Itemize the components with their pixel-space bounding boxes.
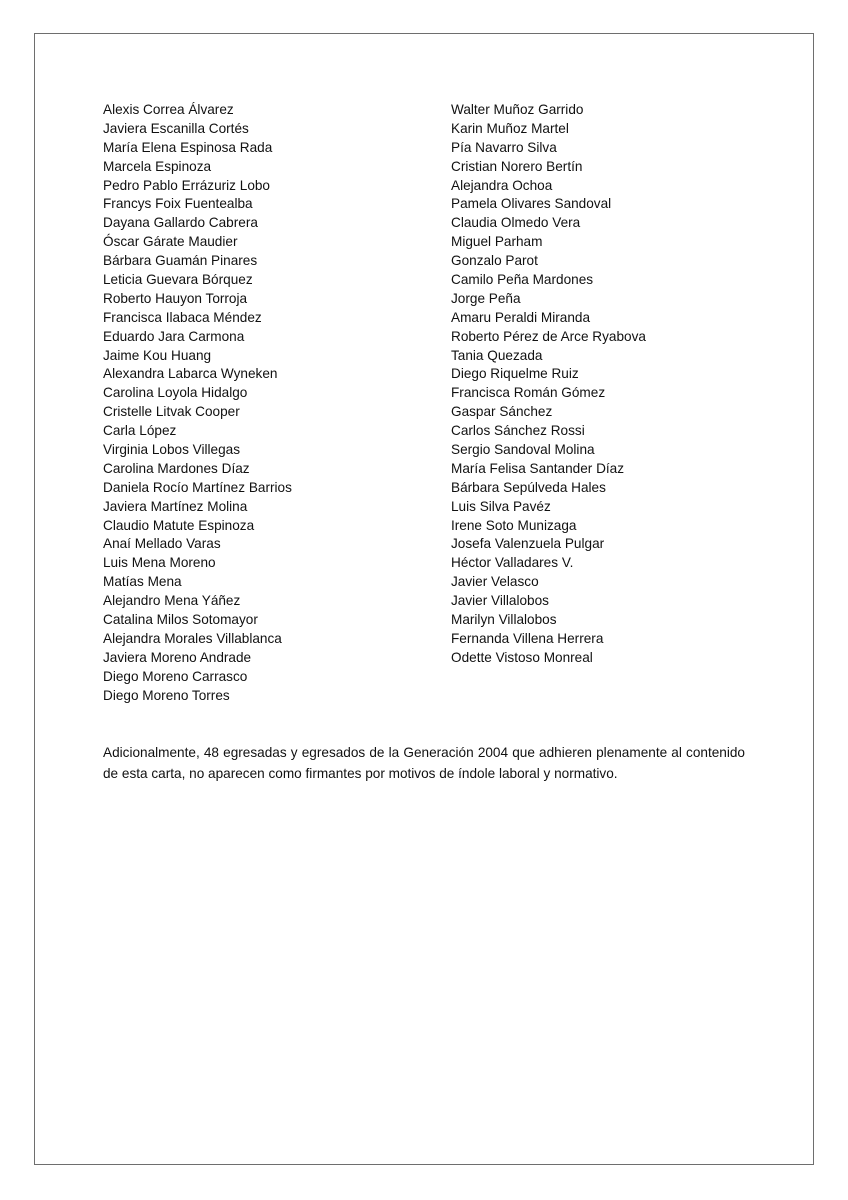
signatory-name: Héctor Valladares V. <box>451 555 574 571</box>
signatory-name: Javier Velasco <box>451 574 539 590</box>
signatory-name: Luis Mena Moreno <box>103 555 216 571</box>
signatory-name: Cristelle Litvak Cooper <box>103 404 240 420</box>
signatories-right-column <box>451 101 646 668</box>
signatory-name: Roberto Pérez de Arce Ryabova <box>451 328 646 344</box>
signatory-name: Virginia Lobos Villegas <box>103 442 241 458</box>
signatory-name: Francisca Ilabaca Méndez <box>103 309 262 325</box>
signatory-name: Carla López <box>103 423 177 439</box>
signatory-name: Diego Moreno Torres <box>103 687 230 703</box>
signatory-name: Luis Silva Pavéz <box>451 498 551 514</box>
signatory-name: Alejandra Morales Villablanca <box>103 630 282 646</box>
signatory-name: Javier Villalobos <box>451 593 549 609</box>
signatory-name: Alexandra Labarca Wyneken <box>103 366 278 382</box>
signatory-name: Cristian Norero Bertín <box>451 158 583 174</box>
signatory-name: Irene Soto Munizaga <box>451 517 577 533</box>
signatory-name: Carlos Sánchez Rossi <box>451 423 585 439</box>
signatory-name: Diego Moreno Carrasco <box>103 668 248 684</box>
signatories-left-column <box>103 101 292 706</box>
signatory-name: Óscar Gárate Maudier <box>103 234 238 250</box>
signatory-name: Francisca Román Gómez <box>451 385 606 401</box>
signatory-name: Catalina Milos Sotomayor <box>103 612 258 628</box>
signatory-name: María Felisa Santander Díaz <box>451 460 625 476</box>
signatory-name: Daniela Rocío Martínez Barrios <box>103 479 292 495</box>
signatory-name: Francys Foix Fuentealba <box>103 196 253 212</box>
signatory-name: Walter Muñoz Garrido <box>451 102 584 117</box>
signatory-name: Carolina Loyola Hidalgo <box>103 385 248 401</box>
signatory-name: Alejandro Mena Yáñez <box>103 593 241 609</box>
signatory-name: Leticia Guevara Bórquez <box>103 272 253 288</box>
signatory-name: Miguel Parham <box>451 234 543 250</box>
signatory-name: Javiera Escanilla Cortés <box>103 120 249 136</box>
signatory-name: Claudia Olmedo Vera <box>451 215 581 231</box>
signatory-name: Pía Navarro Silva <box>451 139 557 155</box>
signatory-name: Gaspar Sánchez <box>451 404 553 420</box>
signatory-name: Eduardo Jara Carmona <box>103 328 245 344</box>
signatory-name: Camilo Peña Mardones <box>451 272 594 288</box>
signatory-name: Anaí Mellado Varas <box>103 536 221 552</box>
signatory-name: Carolina Mardones Díaz <box>103 460 250 476</box>
signatory-name: Jorge Peña <box>451 290 521 306</box>
signatory-name: Bárbara Sepúlveda Hales <box>451 479 606 495</box>
signatories-list <box>103 101 753 711</box>
signatory-name: Sergio Sandoval Molina <box>451 442 595 458</box>
signatory-name: Javiera Moreno Andrade <box>103 649 252 665</box>
signatory-name: Marcela Espinoza <box>103 158 212 174</box>
signatory-name: Gonzalo Parot <box>451 253 538 269</box>
signatory-name: Pamela Olivares Sandoval <box>451 196 612 212</box>
signatory-name: Dayana Gallardo Cabrera <box>103 215 258 231</box>
signatory-name: Javiera Martínez Molina <box>103 498 248 514</box>
signatory-name: Amaru Peraldi Miranda <box>451 309 591 325</box>
signatory-name: Claudio Matute Espinoza <box>103 517 255 533</box>
signatory-name: Alejandra Ochoa <box>451 177 553 193</box>
signatory-name: Bárbara Guamán Pinares <box>103 253 258 269</box>
signatory-name: Fernanda Villena Herrera <box>451 630 604 646</box>
signatory-name: Matías Mena <box>103 574 182 590</box>
signatory-name: Alexis Correa Álvarez <box>103 102 234 117</box>
signatory-name: Tania Quezada <box>451 347 543 363</box>
signatory-name: Diego Riquelme Ruiz <box>451 366 579 382</box>
signatory-name: Karin Muñoz Martel <box>451 120 569 136</box>
additional-signatories-note: Adicionalmente, 48 egresadas y egresados de la Generación 2004 que adhieren plenamente al contenido de esta carta, no aparecen como firmantes por motivos de índole laboral y normativo. <box>103 745 745 781</box>
signatory-name: Josefa Valenzuela Pulgar <box>451 536 605 552</box>
signatory-name: Odette Vistoso Monreal <box>451 649 593 665</box>
signatory-name: Roberto Hauyon Torroja <box>103 290 248 306</box>
signatory-name: Jaime Kou Huang <box>103 347 212 363</box>
signatory-name: Marilyn Villalobos <box>451 612 557 628</box>
signatory-name: Pedro Pablo Errázuriz Lobo <box>103 177 270 193</box>
signatory-name: María Elena Espinosa Rada <box>103 139 273 155</box>
